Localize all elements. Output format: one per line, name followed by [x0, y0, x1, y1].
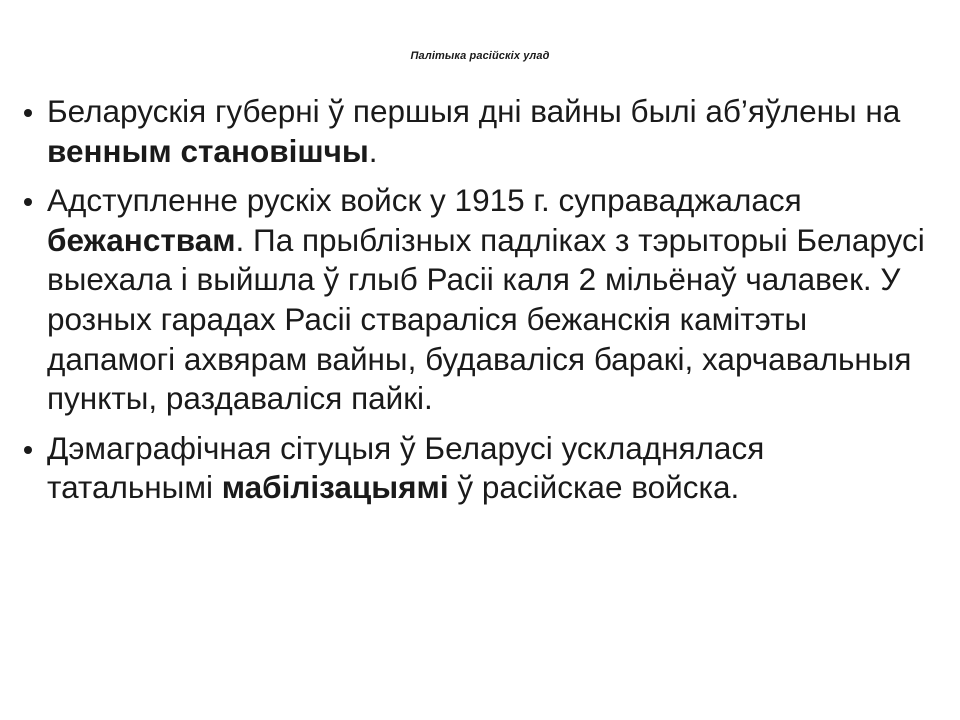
bullet-item: [22, 92, 937, 171]
bullet-text-segment: Беларускія губерні ў першыя дні вайны былі аб’яўлены на: [47, 93, 901, 129]
bullet-bold-term: венным становішчы: [47, 132, 369, 169]
bullet-bold-term: мабілізацыямі: [221, 469, 449, 506]
bullet-text: [47, 93, 900, 169]
bullet-text: [47, 182, 925, 416]
bullet-list: [22, 92, 937, 518]
bullet-dot-icon: [24, 109, 32, 117]
bullet-item: [22, 429, 937, 508]
bullet-bold-term: бежанствам: [47, 221, 236, 258]
bullet-dot-icon: [24, 446, 32, 454]
slide-title: Палітыка расійскіх улад: [410, 50, 550, 62]
bullet-text-segment: . Па прыблізных падліках з тэрыторыі Беларусі выехала і выйшла ў глыб Расіі каля 2 мільёнаў чалавек. У розных гарадах Расіі ствараліся бежанскія камітэты дапамогі ахвярам вайны, будаваліся баракі, харчавальныя пункты, раздаваліся пайкі.: [47, 221, 925, 417]
bullet-text-segment: Дэмаграфічная сітуцыя ў Беларусі ускладнялася татальнымі: [47, 429, 765, 506]
bullet-text: [47, 430, 764, 506]
bullet-text-segment: Адступленне рускіх войск у 1915 г. суправаджалася: [47, 182, 802, 219]
bullet-text-segment: .: [368, 132, 378, 169]
bullet-item: [22, 181, 937, 419]
bullet-dot-icon: [24, 198, 32, 206]
bullet-text-segment: ў расійскае войска.: [448, 469, 740, 506]
